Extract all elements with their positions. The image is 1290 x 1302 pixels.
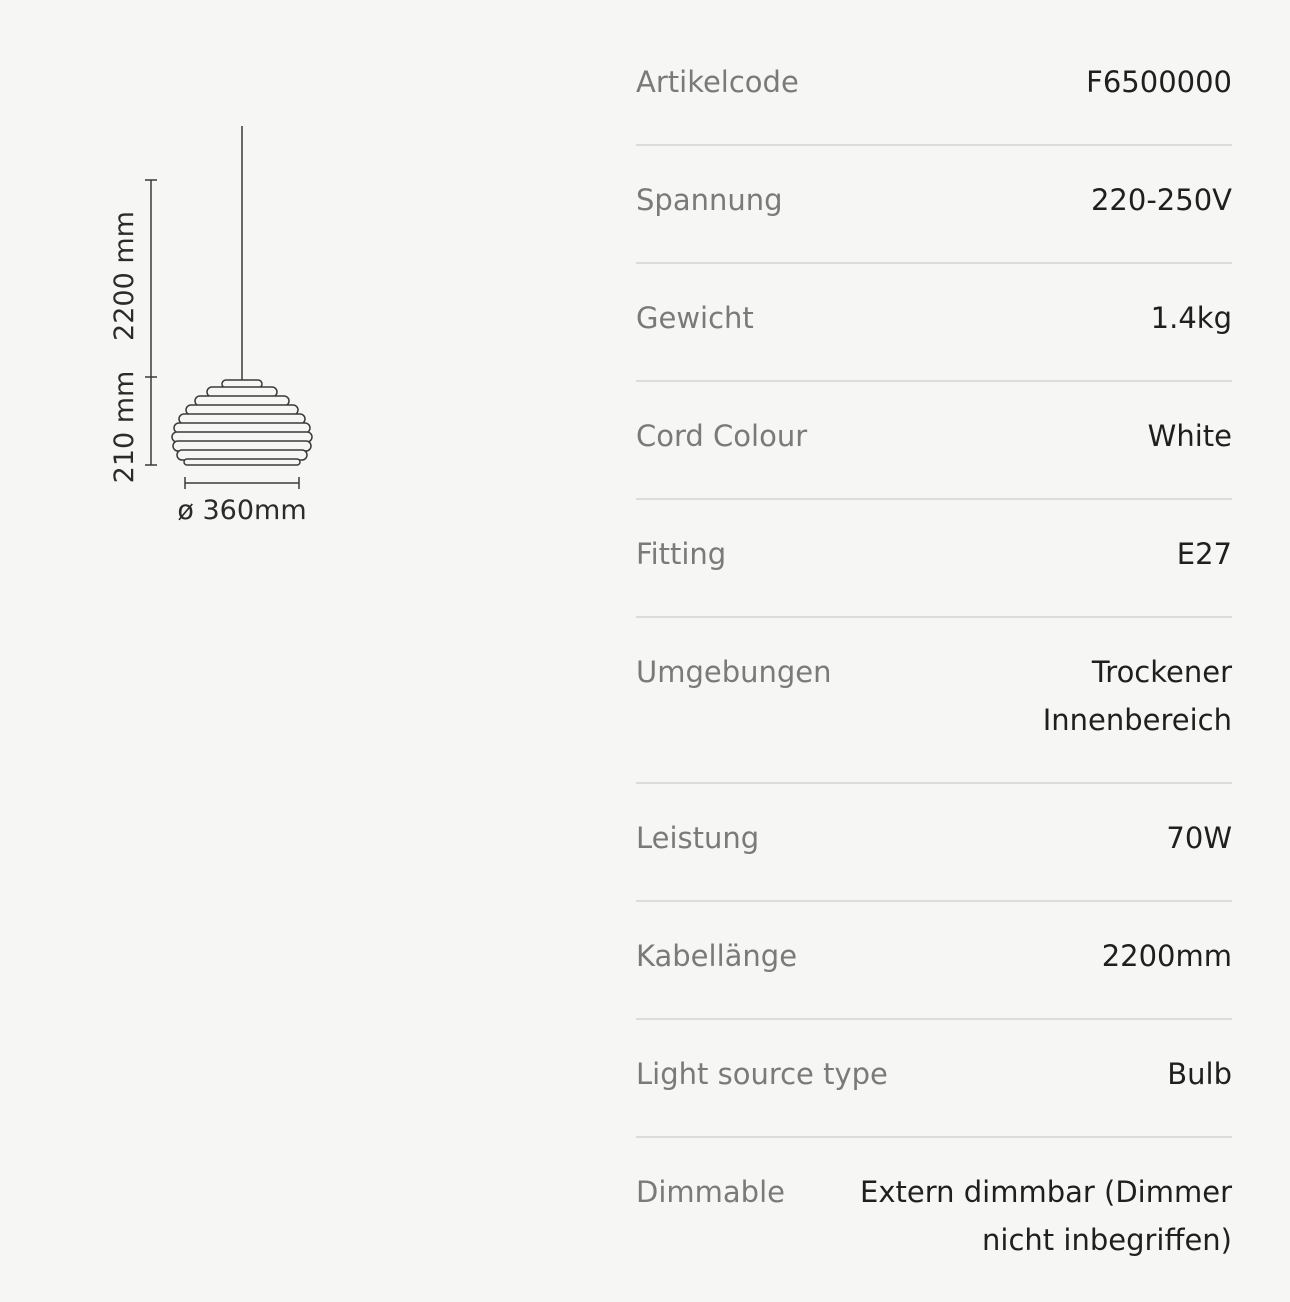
spec-label: Fitting: [636, 537, 727, 571]
lamp-shade-icon: [172, 380, 312, 465]
spec-label: Kabellänge: [636, 939, 798, 973]
spec-row-light-source-type: [636, 1020, 1232, 1138]
spec-row-kabellaenge: [636, 902, 1232, 1020]
spec-label: Dimmable: [636, 1175, 785, 1209]
spec-table: [636, 30, 1232, 1302]
spec-value: F6500000: [1086, 65, 1232, 99]
diameter-label: ø 360mm: [177, 495, 307, 526]
spec-label: Leistung: [636, 821, 760, 855]
spec-row-dimmable: [636, 1138, 1232, 1302]
spec-value: Extern dimmbar (Dimmer nicht inbegriffen): [860, 1175, 1232, 1257]
spec-label: Umgebungen: [636, 655, 832, 689]
spec-row-spannung: [636, 146, 1232, 264]
spec-value: 70W: [1166, 821, 1232, 855]
spec-row-gewicht: [636, 264, 1232, 382]
spec-value: 2200mm: [1101, 939, 1232, 973]
spec-value: Trockener Innenbereich: [1042, 655, 1232, 737]
spec-label: Artikelcode: [636, 65, 799, 99]
spec-value: 220-250V: [1090, 183, 1232, 217]
lamp-drawing: [0, 0, 560, 620]
spec-value: 1.4kg: [1150, 301, 1232, 335]
spec-row-fitting: [636, 500, 1232, 618]
spec-row-leistung: [636, 784, 1232, 902]
spec-label: Light source type: [636, 1057, 888, 1091]
spec-label: Cord Colour: [636, 419, 808, 453]
spec-label: Gewicht: [636, 301, 754, 335]
spec-row-umgebungen: [636, 618, 1232, 784]
lamp-dimension-diagram: [0, 0, 560, 620]
spec-value: E27: [1176, 537, 1232, 571]
cord-length-label: 2200 mm: [109, 211, 140, 341]
spec-value: Bulb: [1167, 1057, 1232, 1091]
height-label: 210 mm: [109, 370, 140, 484]
spec-row-artikelcode: [636, 30, 1232, 146]
spec-row-cord-colour: [636, 382, 1232, 500]
spec-label: Spannung: [636, 183, 783, 217]
spec-value: White: [1147, 419, 1232, 453]
